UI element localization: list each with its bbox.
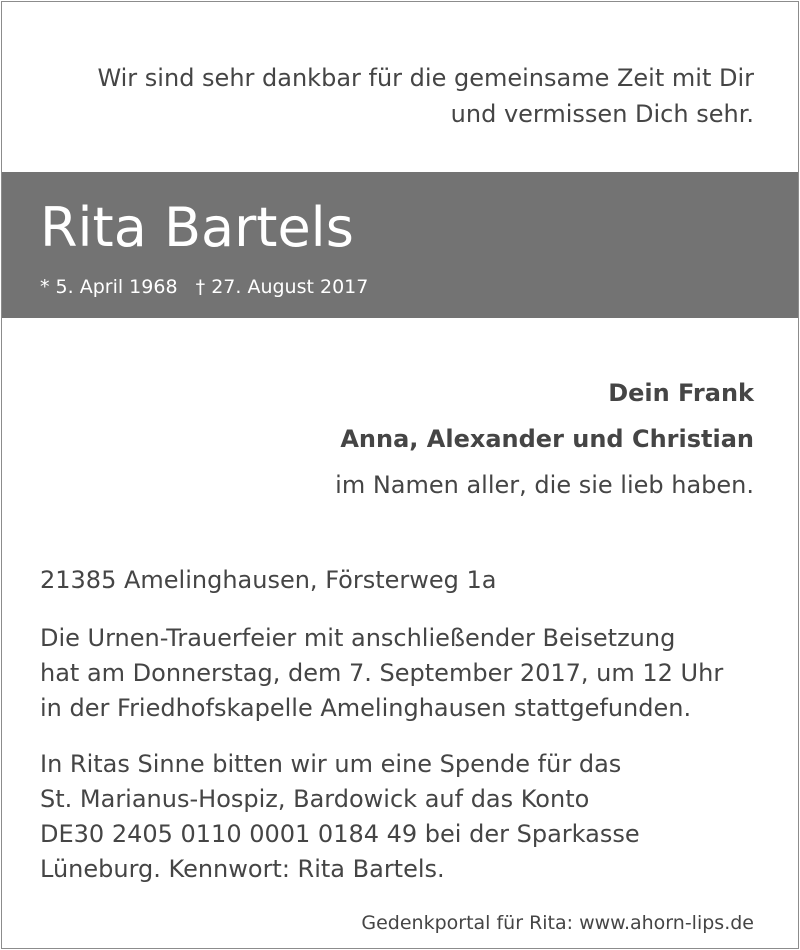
deceased-name: Rita Bartels: [40, 196, 354, 259]
donation-notice: [40, 747, 760, 887]
signature-line-3: im Namen aller, die sie lieb haben.: [335, 471, 754, 499]
life-dates: [40, 274, 368, 300]
family-address: 21385 Amelinghausen, Försterweg 1a: [40, 566, 497, 594]
donation-line-4: Lüneburg. Kennwort: Rita Bartels.: [40, 855, 445, 883]
donation-line-1: In Ritas Sinne bitten wir um eine Spende für das: [40, 750, 622, 778]
mourners-signature: [335, 370, 754, 508]
ceremony-line-1: Die Urnen-Trauerfeier mit anschließender Beisetzung: [40, 624, 676, 652]
name-banner: [2, 172, 798, 318]
ceremony-notice: [40, 621, 760, 726]
quote-line-1: Wir sind sehr dankbar für die gemeinsame Zeit mit Dir: [97, 64, 754, 92]
signature-line-1: Dein Frank: [608, 379, 754, 407]
donation-line-3: DE30 2405 0110 0001 0184 49 bei der Sparkasse: [40, 820, 640, 848]
donation-line-2: St. Marianus-Hospiz, Bardowick auf das Konto: [40, 785, 590, 813]
ceremony-line-3: in der Friedhofskapelle Amelinghausen stattgefunden.: [40, 694, 692, 722]
death-date: † 27. August 2017: [195, 276, 369, 298]
signature-line-2: Anna, Alexander und Christian: [340, 425, 754, 453]
quote-line-2: und vermissen Dich sehr.: [450, 100, 754, 128]
birth-date: * 5. April 1968: [40, 276, 178, 298]
memorial-quote: [97, 60, 754, 132]
obituary-card: [1, 1, 799, 949]
memorial-portal-link[interactable]: Gedenkportal für Rita: www.ahorn-lips.de: [361, 912, 754, 934]
ceremony-line-2: hat am Donnerstag, dem 7. September 2017, um 12 Uhr: [40, 659, 724, 687]
